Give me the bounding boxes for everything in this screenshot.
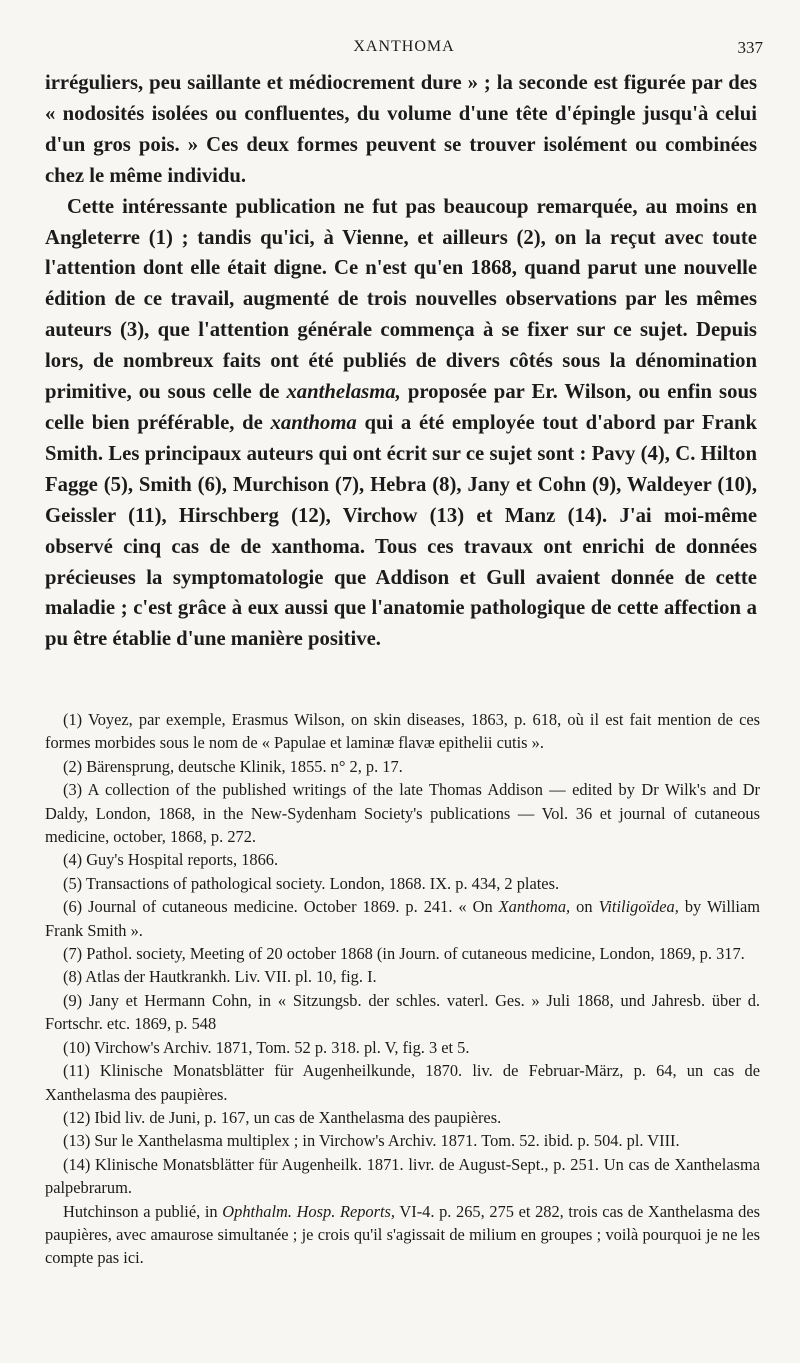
- footnote-7: (7) Pathol. society, Meeting of 20 october 1868 (in Journ. of cutaneous medicine, London, 1869, p. 317.: [63, 944, 745, 964]
- paragraph-text: Cette intéressante publication ne fut pas beaucoup remarquée, au moins en Angleterre (1) ; tandis qu'ici, à Vienne, et ailleurs (2), on la reçut avec toute l'attention dont elle était digne. Ce n'est qu'en 1868, quand parut une nouvelle édition de ce travail, augmenté de trois nouvelles observations par les mêmes auteurs (3), que l'attention générale commença à se fixer sur ce sujet. Depuis lors, de nombreux faits ont été publiés de divers côtés sous la dénomination primitive, ou sous celle de: [45, 195, 757, 404]
- footnotes: [45, 708, 760, 1270]
- footnote-14: (14) Klinische Monatsblätter für Augenheilk. 1871. livr. de August-Sept., p. 251. Un cas de Xanthelasma palpebrarum.: [45, 1154, 760, 1198]
- footnote-text: (6) Journal of cutaneous medicine. October 1869. p. 241. « On: [63, 897, 499, 917]
- footnote-1: (1) Voyez, par exemple, Erasmus Wilson, on skin diseases, 1863, p. 618, où il est fait mention de ces formes morbides sous le nom de « Papulae et laminæ flavæ epithelii cutis ».: [45, 710, 760, 753]
- page-header: [45, 38, 763, 62]
- running-title: XANTHOMA: [353, 38, 455, 55]
- paragraph-text: qui a été employée tout d'abord par Frank Smith. Les principaux auteurs qui ont écrit sur ce sujet sont : Pavy (4), C. Hilton Fagge (5), Smith (6), Murchison (7), Hebra (8), Jany et Cohn (9), Waldeyer (10), Geissler (11), Hirschberg (12), Virchow (13) et Manz (14). J'ai moi-même observé cinq cas de de xanthoma. Tous ces travaux ont enrichi de données précieuses la symptomatologie que Addison et Gull avaient donnée de cette maladie ; c'est grâce à eux aussi que l'anatomie pathologique de cette affection a pu être établie d'une manière positive.: [45, 411, 757, 651]
- footnote-italic: Vitiligoïdea,: [598, 897, 679, 917]
- paragraph-publication: [45, 192, 757, 656]
- paragraph-continuation: irréguliers, peu saillante et médiocrement dure » ; la seconde est figurée par des « nodosités isolées ou confluentes, du volume d'une tête d'épingle jusqu'à celui d'un gros pois. » Ces deux formes peuvent se trouver isolément ou combinées chez le même individu.: [45, 72, 757, 187]
- footnote-italic: Xanthoma,: [498, 897, 571, 917]
- footnote-12: (12) Ibid liv. de Juni, p. 167, un cas de Xanthelasma des paupières.: [63, 1107, 502, 1127]
- footnote-10: (10) Virchow's Archiv. 1871, Tom. 52 p. 318. pl. V, fig. 3 et 5.: [63, 1037, 470, 1057]
- term-xanthoma: xanthoma: [270, 411, 357, 434]
- footnote-text: Hutchinson a publié, in: [63, 1201, 223, 1221]
- footnote-4: (4) Guy's Hospital reports, 1866.: [63, 850, 279, 870]
- footnote-hutchinson: [45, 1200, 760, 1270]
- footnote-text: VI-4. p. 265, 275 et 282, trois cas de Xanthelasma des paupières, avec amaurose simultanée ; je crois qu'il s'agissait de milium en groupes ; voilà pourquoi je ne les compte pas ici.: [45, 1201, 760, 1268]
- term-xanthelasma: xanthelasma,: [286, 381, 401, 404]
- footnote-9: (9) Jany et Hermann Cohn, in « Sitzungsb. der schles. vaterl. Ges. » Juli 1868, und Jahresb. über d. Fortschr. etc. 1869, p. 548: [45, 990, 760, 1034]
- footnote-2: (2) Bärensprung, deutsche Klinik, 1855. n° 2, p. 17.: [63, 756, 403, 776]
- footnote-text: on: [570, 897, 599, 917]
- page-number: 337: [737, 38, 763, 57]
- footnote-italic: Ophthalm. Hosp. Reports,: [222, 1201, 396, 1221]
- footnote-6: [45, 895, 760, 942]
- footnote-13: (13) Sur le Xanthelasma multiplex ; in Virchow's Archiv. 1871. Tom. 52. ibid. p. 504. pl. VIII.: [63, 1131, 680, 1151]
- footnote-5: (5) Transactions of pathological society. London, 1868. IX. p. 434, 2 plates.: [63, 873, 560, 893]
- footnote-text: by William Frank Smith ».: [45, 897, 761, 940]
- footnote-8: (8) Atlas der Hautkrankh. Liv. VII. pl. 10, fig. I.: [63, 967, 377, 987]
- footnote-3: (3) A collection of the published writings of the late Thomas Addison — edited by Dr Wilk's and Dr Daldy, London, 1868, in the New-Sydenham Society's publications — Vol. 36 et journal of cutaneous medicine, october, 1868, p. 272.: [45, 780, 760, 847]
- main-text: [45, 68, 757, 655]
- paragraph-text: proposée par Er. Wilson, ou enfin sous celle bien préférable, de: [45, 381, 758, 434]
- footnote-11: (11) Klinische Monatsblätter für Augenheilkunde, 1870. liv. de Februar-März, p. 64, un cas de Xanthelasma des paupières.: [45, 1061, 760, 1104]
